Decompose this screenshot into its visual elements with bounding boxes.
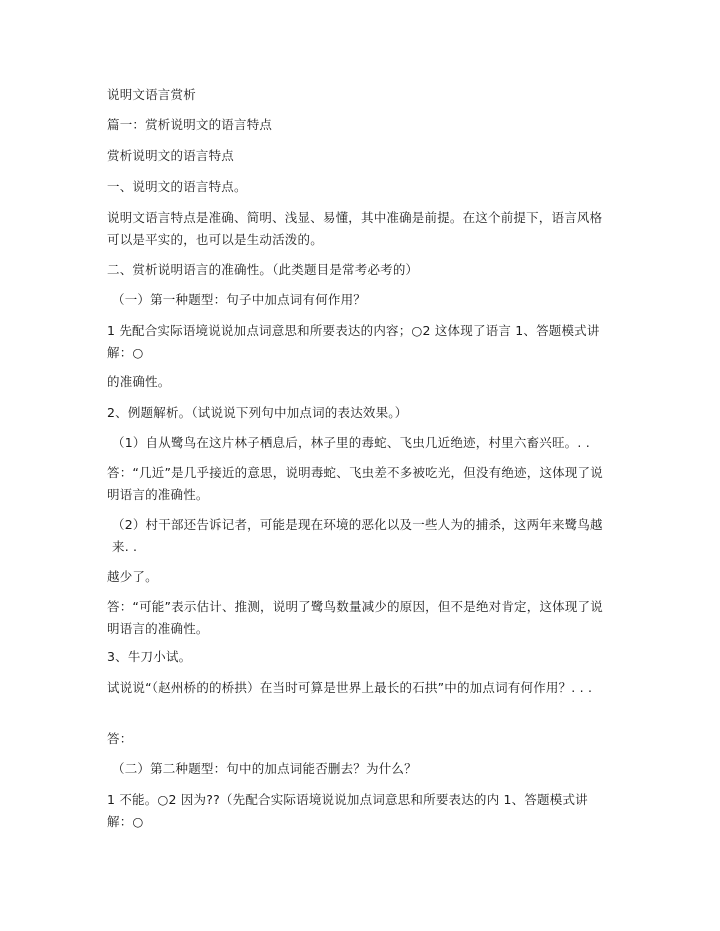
section-1-body: 说明文语言特点是准确、简明、浅显、易懂，其中准确是前提。在这个前提下，语言风格可以是平实的，也可以是生动活泼的。 <box>107 210 603 247</box>
practice-question: 试说说“（赵州桥的的桥拱）在当时可算是世界上最长的石拱”中的加点词有何作用？. . . <box>107 680 593 695</box>
example-2-cont: 越少了。 <box>107 569 158 584</box>
section-1-heading: 一、说明文的语言特点。 <box>107 179 247 194</box>
example-heading: 2、例题解析。（试说说下列句中加点词的表达效果。） <box>107 405 408 420</box>
question-type-1: （一）第一种题型：句子中加点词有何作用？ <box>112 292 367 307</box>
practice-heading: 3、牛刀小试。 <box>107 649 192 664</box>
answer-pattern-1-cont: 的准确性。 <box>107 374 171 389</box>
example-2-answer: 答：“可能”表示估计、推测，说明了鹭鸟数量减少的原因，但不是绝对肯定，这体现了说明语言的准确性。 <box>107 599 603 636</box>
example-2: （2）村干部还告诉记者，可能是现在环境的恶化以及一些人为的捕杀，这两年来鹭鸟越来. . <box>112 517 603 554</box>
answer-pattern-2: 1 不能。○2 因为??（先配合实际语境说说加点词意思和所要表达的内 1、答题模式讲解：○ <box>107 792 588 829</box>
practice-answer: 答： <box>107 731 133 746</box>
chapter-title: 篇一：赏析说明文的语言特点 <box>107 117 273 132</box>
section-2-heading: 二、赏析说明语言的准确性。（此类题目是常考必考的） <box>107 262 419 277</box>
answer-pattern-1: 1 先配合实际语境说说加点词意思和所要表达的内容；○2 这体现了语言 1、答题模式讲解：○ <box>107 323 600 360</box>
document-title: 说明文语言赏析 <box>107 87 196 102</box>
example-1: （1）自从鹭鸟在这片林子栖息后，林子里的毒蛇、飞虫几近绝迹，村里六畜兴旺。. . <box>112 435 590 450</box>
section-heading: 赏析说明文的语言特点 <box>107 148 235 163</box>
question-type-2: （二）第二种题型：句中的加点词能否删去？为什么？ <box>112 761 417 776</box>
example-1-answer: 答：“几近”是几乎接近的意思，说明毒蛇、飞虫差不多被吃光，但没有绝迹，这体现了说明语言的准确性。 <box>107 465 603 502</box>
